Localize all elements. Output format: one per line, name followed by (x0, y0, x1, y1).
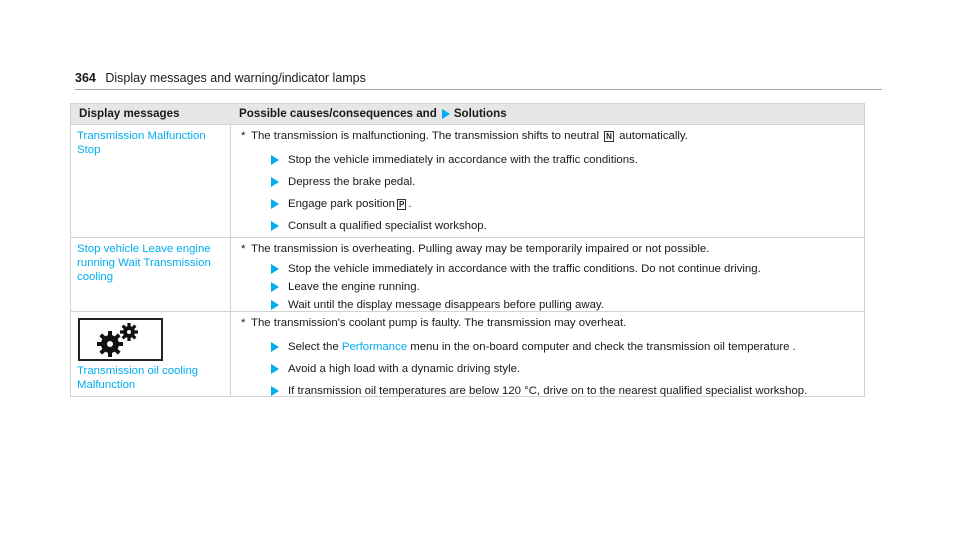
cause-line: * The transmission is malfunctioning. The transmission shifts to neutral N automatically. (241, 130, 688, 142)
message-text: Transmission Malfunction Stop (77, 130, 206, 156)
solution-cell (231, 238, 864, 311)
step-arrow-icon (271, 221, 279, 231)
solution-arrow-icon (442, 109, 450, 119)
cause-line: * The transmission's coolant pump is faulty. The transmission may overheat. (241, 317, 627, 329)
step-arrow-icon (271, 386, 279, 396)
message-cell (71, 312, 231, 396)
table-row (71, 124, 864, 237)
step-arrow-icon (271, 282, 279, 292)
step-arrow-icon (271, 177, 279, 187)
page-header (75, 71, 366, 85)
gears-icon (78, 318, 163, 361)
step-arrow-icon (271, 364, 279, 374)
solution-step: Leave the engine running. (241, 278, 864, 296)
message-cell (71, 238, 231, 311)
solution-step: Depress the brake pedal. (241, 171, 864, 193)
solution-cell (231, 125, 864, 237)
step-arrow-icon (271, 342, 279, 352)
solution-step: Avoid a high load with a dynamic driving style. (241, 358, 864, 380)
performance-menu-link: Performance (341, 341, 408, 353)
solution-cell (231, 312, 864, 396)
step-arrow-icon (271, 300, 279, 310)
col-header-causes: Possible causes/consequences and Solutions (239, 107, 507, 120)
col-header-messages: Display messages (79, 107, 180, 120)
solution-step: Consult a qualified specialist workshop. (241, 215, 864, 237)
page-title: Display messages and warning/indicator lamps (105, 71, 366, 85)
step-arrow-icon (271, 155, 279, 165)
neutral-symbol-icon: N (606, 132, 612, 141)
table-header (71, 104, 864, 124)
table-row (71, 237, 864, 311)
solution-step: Engage park position P . (241, 193, 864, 215)
solution-step: Wait until the display message disappears before pulling away. (241, 296, 864, 314)
solution-step: If transmission oil temperatures are below 120 °C, drive on to the nearest qualified specialist workshop. (241, 380, 864, 402)
solution-step: Stop the vehicle immediately in accordance with the traffic conditions. (241, 149, 864, 171)
solution-step: Select the Performance menu in the on-board computer and check the transmission oil temperature . (241, 336, 864, 358)
message-text: Stop vehicle Leave engine running Wait Transmission cooling (77, 243, 211, 283)
solution-step: Stop the vehicle immediately in accordance with the traffic conditions. Do not continue driving. (241, 260, 864, 278)
display-messages-table (70, 103, 865, 397)
step-arrow-icon (271, 199, 279, 209)
table-row (71, 311, 864, 396)
park-symbol-icon: P (399, 199, 405, 209)
cause-line: * The transmission is overheating. Pulling away may be temporarily impaired or not possible. (241, 243, 710, 255)
page-number: 364 (75, 71, 96, 85)
header-divider (75, 89, 882, 90)
message-text: Transmission oil cooling Malfunction (77, 365, 199, 391)
message-cell (71, 125, 231, 237)
step-arrow-icon (271, 264, 279, 274)
